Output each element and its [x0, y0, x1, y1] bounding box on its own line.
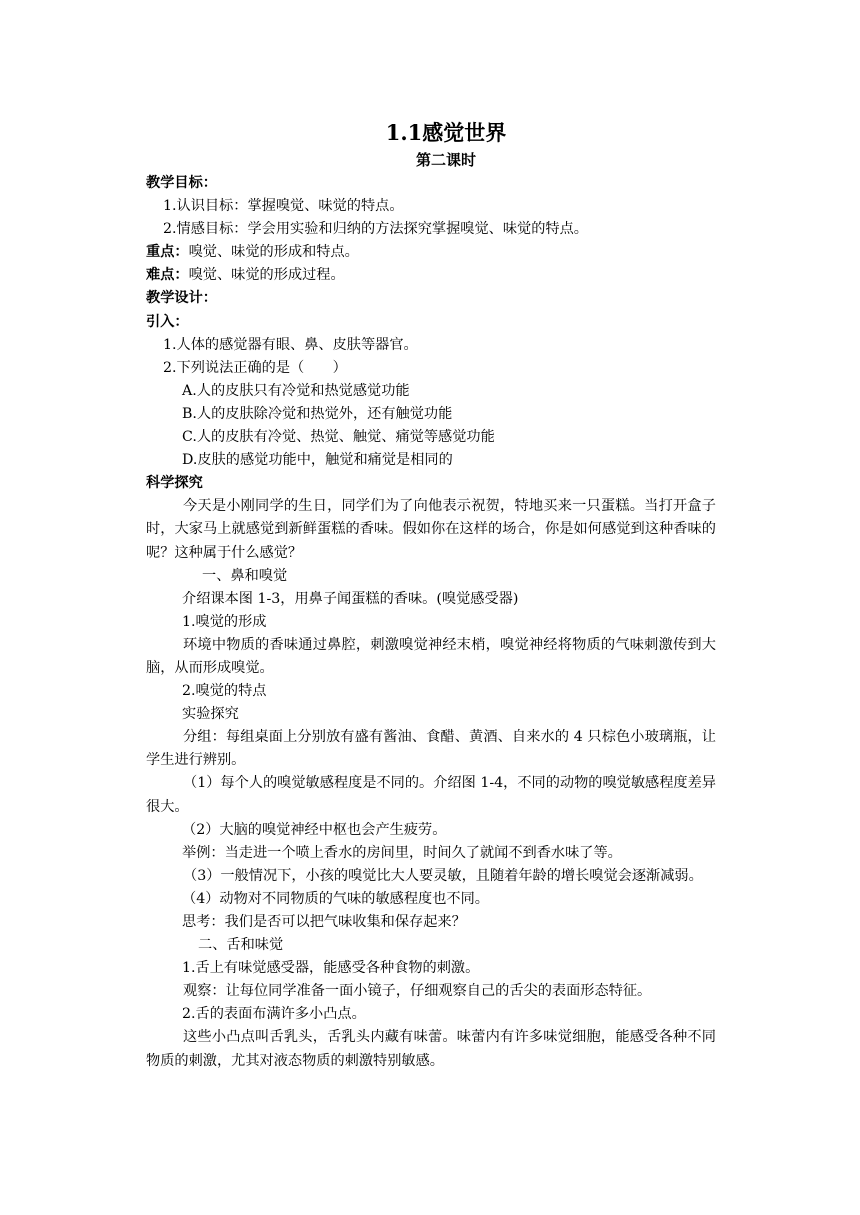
observe-text: 观察：让每位同学准备一面小镜子，仔细观察自己的舌尖的表面形态特征。 — [183, 983, 652, 1000]
intro-heading: 引入： — [146, 313, 189, 330]
intro-item-1: 1.人体的感觉器有眼、鼻、皮肤等器官。 — [163, 336, 418, 353]
goals-heading: 教学目标： — [146, 175, 217, 191]
think-text: 思考：我们是否可以把气味收集和保存起来？ — [182, 914, 466, 930]
document-page — [146, 118, 716, 1073]
point-1: （1）每个人的嗅觉敏感程度是不同的。介绍图 1-4，不同的动物的嗅觉敏感程度差异很大。 — [146, 775, 716, 815]
goal-1: 1.认识目标：掌握嗅觉、味觉的特点。 — [163, 198, 404, 215]
explore-heading: 科学探究 — [146, 475, 203, 492]
option-d: D.皮肤的感觉功能中，触觉和痛觉是相同的 — [182, 452, 453, 469]
point-3: （3）一般情况下，小孩的嗅觉比大人要灵敏，且随着年龄的增长嗅觉会逐渐减弱。 — [183, 867, 703, 884]
difficult-point — [146, 264, 716, 287]
taste-item-2: 2.舌的表面布满许多小凸点。 — [182, 1006, 366, 1023]
section-nose-smell: 一、鼻和嗅觉 — [202, 567, 288, 584]
key-label: 重点： — [146, 244, 189, 261]
taste-item-1: 1.舌上有味觉感受器，能感受各种食物的刺激。 — [182, 960, 480, 977]
smell-formation-text: 环境中物质的香味通过鼻腔，刺激嗅觉神经末梢，嗅觉神经将物质的气味刺激传到大脑，从而形成嗅觉。 — [146, 636, 716, 676]
document-title: 1.1感觉世界 — [385, 120, 507, 145]
design-heading: 教学设计： — [146, 290, 217, 307]
option-c: C.人的皮肤有冷觉、热觉、触觉、痛觉等感觉功能 — [182, 429, 495, 446]
example-text: 举例：当走进一个喷上香水的房间里，时间久了就闻不到香水味了等。 — [182, 844, 622, 861]
experiment-label: 实验探究 — [182, 706, 239, 723]
goal-2: 2.情感目标：学会用实验和归纳的方法探究掌握嗅觉、味觉的特点。 — [163, 221, 588, 238]
point-4: （4）动物对不同物质的气味的敏感程度也不同。 — [182, 890, 489, 907]
point-2: （2）大脑的嗅觉神经中枢也会产生疲劳。 — [182, 821, 447, 838]
smell-formation-heading: 1.嗅觉的形成 — [182, 613, 267, 630]
document-subtitle: 第二课时 — [415, 151, 476, 169]
intro-item-2: 2.下列说法正确的是（ ） — [163, 359, 347, 376]
intro-figure-text: 介绍课本图 1-3，用鼻子闻蛋糕的香味。(嗅觉感受器) — [182, 590, 519, 607]
smell-features-heading: 2.嗅觉的特点 — [182, 683, 267, 700]
option-a: A.人的皮肤只有冷觉和热觉感觉功能 — [182, 382, 410, 399]
difficult-label: 难点： — [146, 267, 189, 284]
key-point — [146, 241, 716, 264]
option-b: B.人的皮肤除冷觉和热觉外，还有触觉功能 — [182, 405, 453, 422]
difficult-text: 嗅觉、味觉的形成过程。 — [188, 267, 345, 284]
key-text: 嗅觉、味觉的形成和特点。 — [188, 244, 359, 261]
birthday-paragraph: 今天是小刚同学的生日，同学们为了向他表示祝贺，特地买来一只蛋糕。当打开盒子时，大家马上就感觉到新鲜蛋糕的香味。假如你在这样的场合，你是如何感觉到这种香味的呢？这种属于什么感觉？ — [146, 498, 716, 561]
grouping-text: 分组：每组桌面上分别放有盛有酱油、食醋、黄酒、自来水的 4 只棕色小玻璃瓶，让学生进行辨别。 — [146, 729, 716, 769]
taste-paragraph: 这些小凸点叫舌乳头，舌乳头内藏有味蕾。味蕾内有许多味觉细胞，能感受各种不同物质的刺激，尤其对液态物质的刺激特别敏感。 — [146, 1029, 716, 1069]
section-tongue-taste: 二、舌和味觉 — [198, 937, 284, 954]
